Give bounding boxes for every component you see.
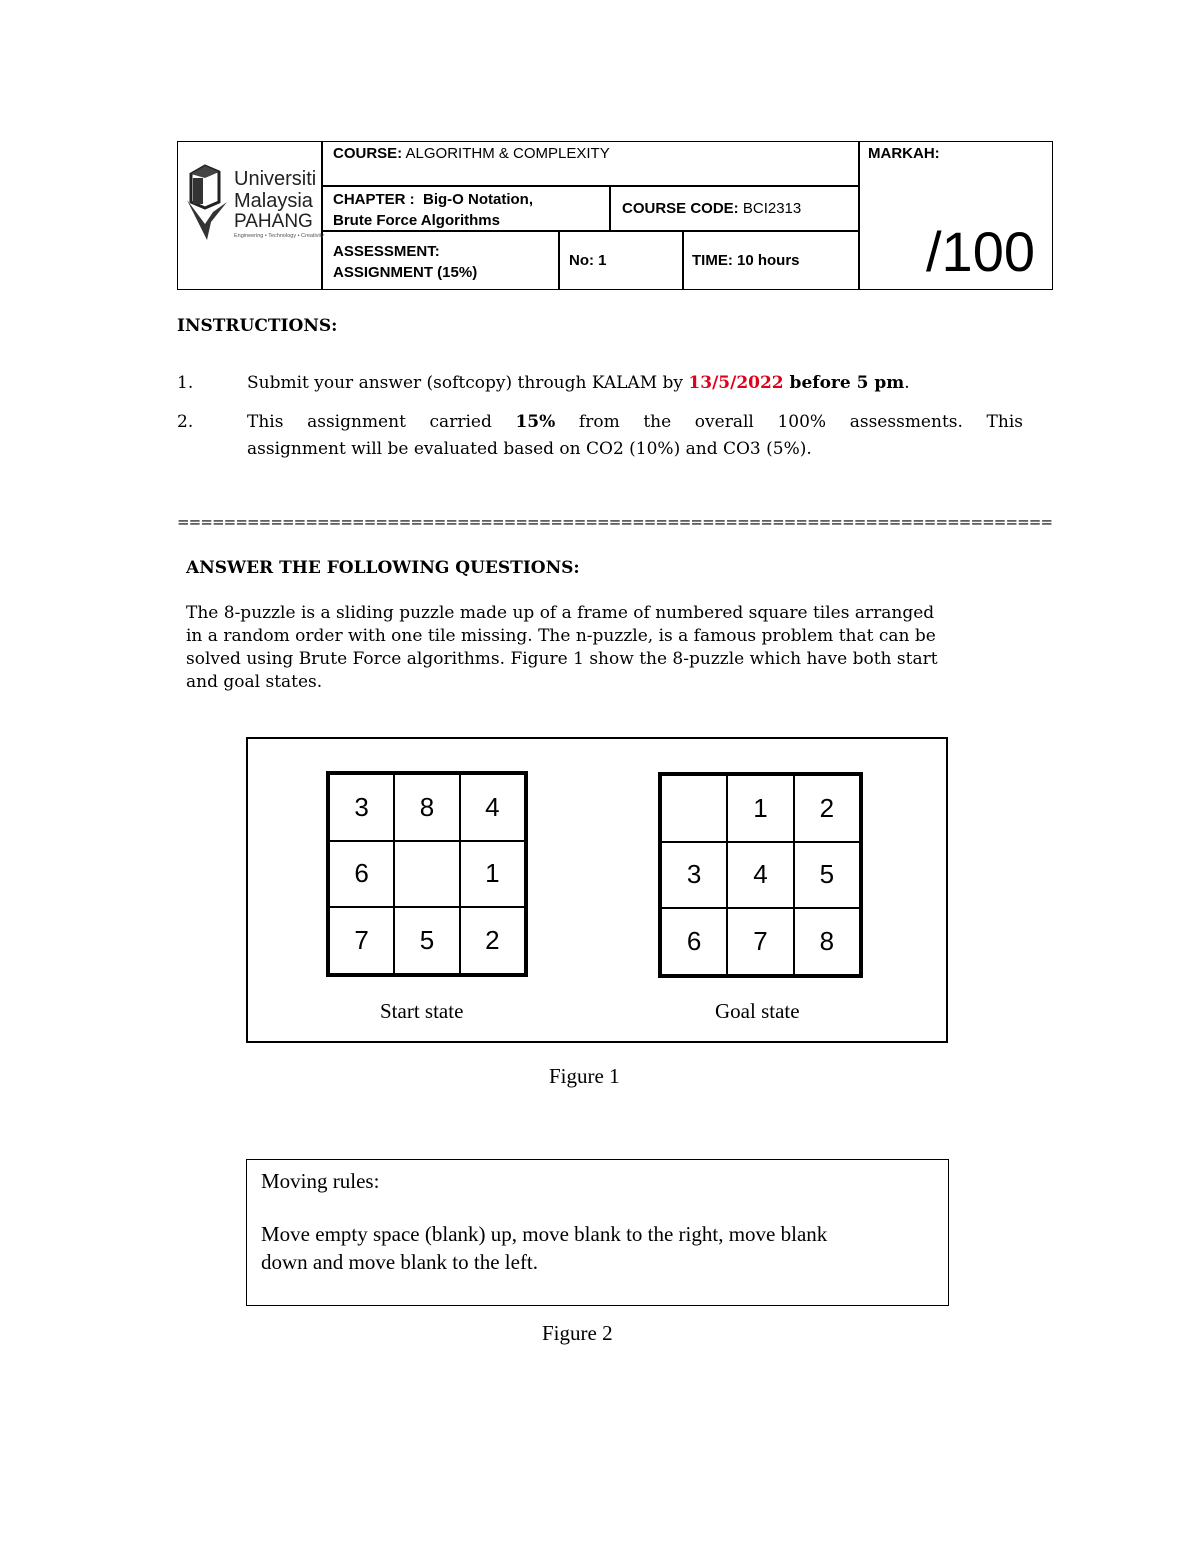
puzzle-tile: 5 (394, 907, 459, 974)
course-cell (333, 144, 610, 164)
course-label: COURSE: (333, 145, 403, 162)
markah-label: MARKAH: (868, 145, 940, 162)
university-logo (183, 162, 324, 242)
questions-heading: ANSWER THE FOLLOWING QUESTIONS: (186, 558, 580, 578)
chapter-value-2: Brute Force Algorithms (333, 212, 500, 229)
moving-rules-title: Moving rules: (261, 1169, 380, 1193)
puzzle-tile-blank (394, 841, 459, 908)
puzzle-tile: 4 (460, 774, 525, 841)
assessment-label: ASSESSMENT: (333, 243, 440, 260)
question-line: The 8-puzzle is a sliding puzzle made up of a frame of numbered square tiles arranged (186, 603, 935, 623)
chapter-value-1: Big-O Notation, (423, 191, 533, 208)
submission-date: 13/5/2022 (688, 373, 784, 393)
chapter-label: CHAPTER : (333, 191, 415, 208)
course-code-label: COURSE CODE: (622, 200, 739, 217)
divider (321, 142, 323, 289)
markah-value: /100 (926, 220, 1035, 283)
moving-rules-line: down and move blank to the left. (261, 1250, 539, 1274)
figure-2-caption: Figure 2 (542, 1321, 613, 1345)
divider (321, 185, 859, 187)
course-code-cell (622, 199, 801, 219)
puzzle-tile: 1 (460, 841, 525, 908)
puzzle-tile: 6 (661, 908, 727, 975)
moving-rules-line: Move empty space (blank) up, move blank to the right, move blank (261, 1222, 828, 1246)
course-code-value: BCI2313 (742, 200, 802, 217)
logo-line-1: Universiti (234, 168, 317, 190)
puzzle-tile: 7 (727, 908, 793, 975)
instruction-2-percent: 15% (515, 412, 556, 432)
instruction-2-text-a: This assignment carried (247, 412, 516, 432)
puzzle-tile: 2 (794, 775, 860, 842)
instruction-1-end: . (904, 373, 910, 393)
course-value: ALGORITHM & COMPLEXITY (405, 145, 610, 162)
start-state-caption: Start state (380, 999, 464, 1023)
logo-tagline: Engineering • Technology • Creativity (234, 233, 324, 239)
question-line: solved using Brute Force algorithms. Figure 1 show the 8-puzzle which have both start (186, 649, 938, 669)
logo-line-3: PAHANG (234, 211, 313, 232)
puzzle-tile: 3 (661, 842, 727, 909)
puzzle-tile: 7 (329, 907, 394, 974)
puzzle-tile: 2 (460, 907, 525, 974)
question-line: and goal states. (186, 672, 323, 692)
instruction-number: 1. (177, 373, 194, 393)
question-line: in a random order with one tile missing. The n-puzzle, is a famous problem that can be (186, 626, 936, 646)
puzzle-tile: 5 (794, 842, 860, 909)
instruction-2-text-b: from the overall 100% assessments. This (555, 412, 1023, 432)
separator-line: =========================================================================== (177, 513, 1053, 531)
puzzle-tile: 6 (329, 841, 394, 908)
puzzle-tile: 3 (329, 774, 394, 841)
instruction-item-2 (247, 410, 1023, 434)
instruction-item-2-line-2: assignment will be evaluated based on CO2 (10%) and CO3 (5%). (247, 439, 812, 459)
assessment-value: ASSIGNMENT (15%) (333, 264, 478, 281)
instructions-heading: INSTRUCTIONS: (177, 316, 338, 336)
divider (558, 230, 560, 289)
logo-line-2: Malaysia (234, 190, 313, 212)
chapter-cell (333, 189, 533, 231)
question-paragraph (186, 602, 1026, 694)
puzzle-tile: 1 (727, 775, 793, 842)
puzzle-tile: 8 (394, 774, 459, 841)
start-state-grid (326, 771, 528, 977)
puzzle-tile: 8 (794, 908, 860, 975)
instruction-number: 2. (177, 412, 194, 432)
divider (858, 142, 860, 289)
instruction-item-1 (247, 371, 910, 395)
divider (609, 185, 611, 230)
goal-state-caption: Goal state (715, 999, 800, 1023)
assessment-cell (333, 241, 477, 283)
ump-emblem-icon (183, 162, 231, 242)
goal-state-grid (658, 772, 863, 978)
puzzle-tile-blank (661, 775, 727, 842)
puzzle-tile: 4 (727, 842, 793, 909)
time-allowed: TIME: 10 hours (692, 252, 800, 269)
submission-time: before 5 pm (783, 373, 905, 393)
figure-1-caption: Figure 1 (549, 1064, 620, 1088)
assignment-number: No: 1 (569, 252, 607, 269)
divider (682, 230, 684, 289)
instruction-1-text: Submit your answer (softcopy) through KALAM by (247, 373, 689, 393)
